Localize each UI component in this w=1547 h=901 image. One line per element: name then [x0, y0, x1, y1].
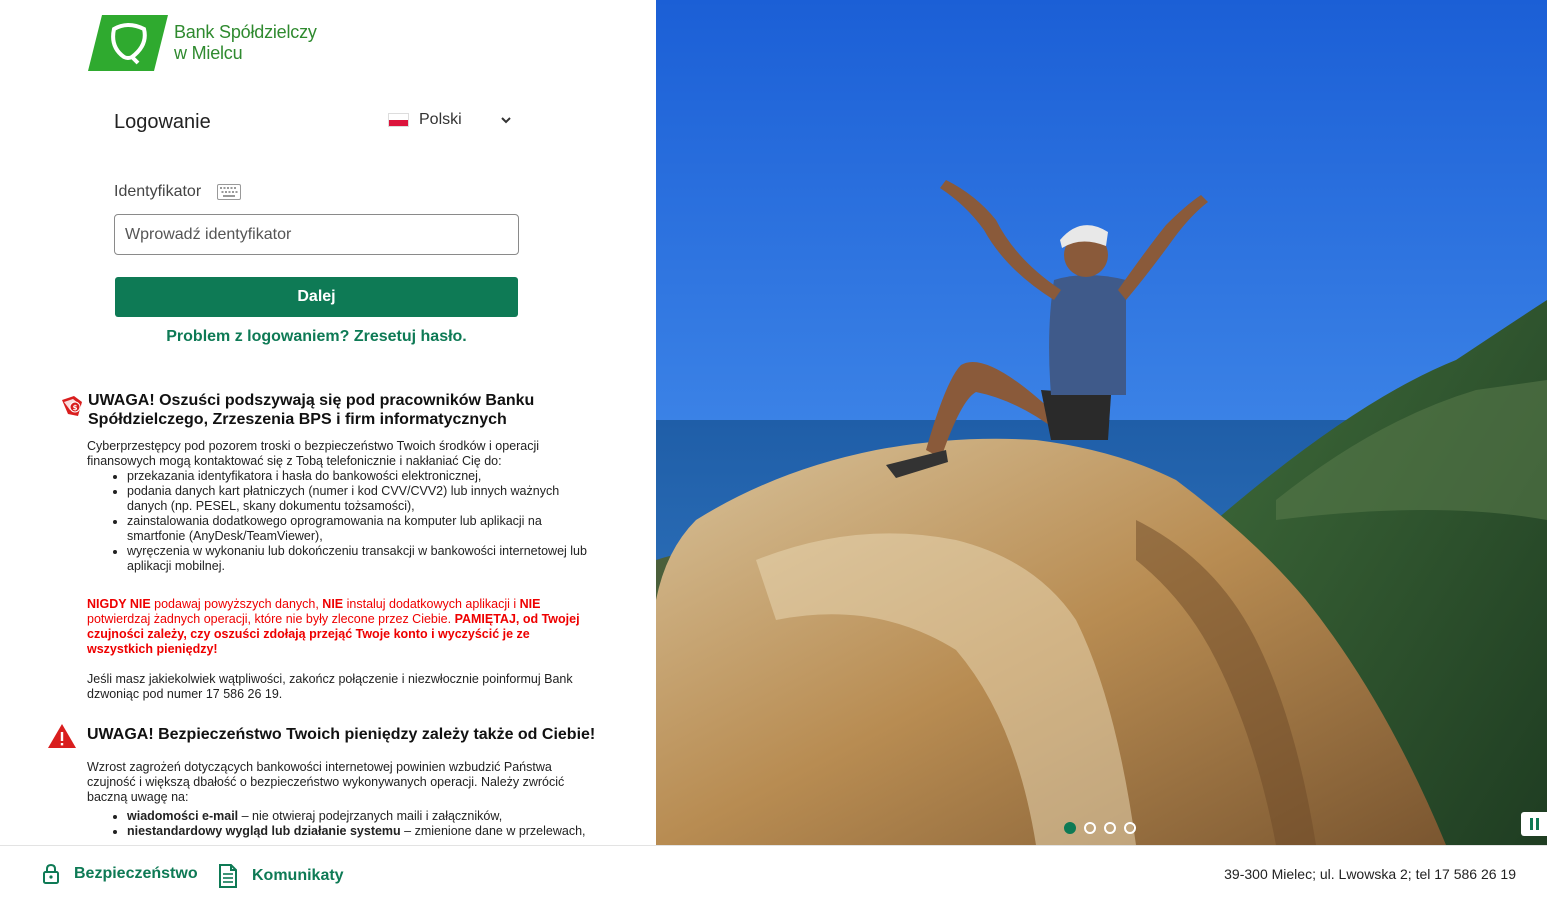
security-warning-body	[87, 760, 587, 839]
fraud-warning-list	[127, 469, 587, 574]
footer-messages-link[interactable]	[218, 864, 344, 888]
fraud-warning-intro: Cyberprzestępcy pod pozorem troski o bezpieczeństwo Twoich środków i operacji finansowych mogą kontaktować się z Tobą telefonicznie i nakłaniać Cię do:	[87, 439, 540, 468]
list-item: • zainstalowania dodatkowego oprogramowania na komputer lub aplikacji na smartfonie (AnyDesk/TeamViewer),	[127, 514, 587, 544]
list-item: • przekazania identyfikatora i hasła do bankowości elektronicznej,	[127, 469, 587, 484]
warning-triangle-icon	[47, 723, 77, 749]
carousel-pause-button[interactable]	[1521, 812, 1547, 836]
reset-password-link[interactable]: Problem z logowaniem? Zresetuj hasło.	[166, 328, 467, 345]
fraud-warning-contact: Jeśli masz jakiekolwiek wątpliwości, zakończ połączenie i niezwłocznie poinformuj Bank dzwoniąc pod numer 17 586 26 19.	[87, 672, 573, 701]
bank-name-line2: w Mielcu	[174, 43, 243, 63]
carousel-dot-1[interactable]	[1064, 822, 1076, 834]
carousel-dot-2[interactable]	[1084, 822, 1096, 834]
security-warning-intro: Wzrost zagrożeń dotyczących bankowości internetowej powinien wzbudzić Państwa czujność i większą dbałość o bezpieczeństwo wykonywanych operacji. Należy zwrócić baczną uwagę na:	[87, 760, 565, 804]
virtual-keyboard-icon[interactable]	[217, 184, 241, 200]
list-item	[127, 824, 587, 839]
bank-name	[174, 22, 317, 64]
pause-icon	[1530, 818, 1533, 830]
login-panel	[0, 0, 656, 845]
bank-logo-icon	[88, 15, 168, 71]
fraud-warning-alert	[87, 597, 592, 657]
security-warning-title: UWAGA! Bezpieczeństwo Twoich pieniędzy zależy także od Ciebie!	[87, 726, 596, 743]
alert-never: NIGDY NIE	[87, 597, 151, 611]
list-item-text: – zmienione dane w przelewach,	[400, 824, 586, 838]
list-item: • wyręczenia w wykonaniu lub dokończeniu transakcji w bankowości internetowej lub aplikacji mobilnej.	[127, 544, 587, 574]
fraud-warning-body	[87, 439, 587, 574]
pause-icon	[1536, 818, 1539, 830]
alert-text: podawaj powyższych danych,	[150, 597, 323, 611]
list-item-bold: wiadomości e-mail	[127, 809, 239, 823]
footer-messages-label: Komunikaty	[252, 867, 344, 884]
alert-no-1: NIE	[322, 597, 344, 611]
identifier-input[interactable]	[114, 214, 519, 255]
alert-remember: PAMIĘTAJ, od Twojej czujności zależy, czy oszuści zdołają przejąć Twoje konto i wyczyścić je ze wszystkich pieniędzy!	[87, 612, 580, 656]
hero-image	[656, 0, 1547, 845]
bank-address: 39-300 Mielec; ul. Lwowska 2; tel 17 586 26 19	[1224, 866, 1516, 882]
alert-text: instaluj dodatkowych aplikacji i	[343, 597, 520, 611]
list-item-text: – nie otwieraj podejrzanych maili i załączników,	[238, 809, 503, 823]
identifier-label-row	[114, 183, 241, 201]
lock-icon	[42, 864, 60, 884]
svg-text:$: $	[72, 404, 78, 412]
carousel-dot-4[interactable]	[1124, 822, 1136, 834]
language-label: Polski	[419, 111, 462, 128]
list-item	[127, 809, 587, 824]
identifier-label: Identyfikator	[114, 183, 202, 200]
document-icon	[218, 864, 238, 888]
footer-security-label: Bezpieczeństwo	[74, 865, 198, 882]
list-item-bold: niestandardowy wygląd lub działanie systemu	[127, 824, 401, 838]
list-item: • podania danych kart płatniczych (numer i kod CVV/CVV2) lub innych ważnych danych (np. PESEL, skany dokumentu tożsamości),	[127, 484, 587, 514]
chevron-down-icon	[500, 114, 512, 126]
poland-flag-icon	[388, 113, 409, 127]
carousel-dots	[1064, 822, 1144, 834]
fraud-warning-title: UWAGA! Oszuści podszywają się pod pracowników Banku Spółdzielczego, Zrzeszenia BPS i firm informatycznych	[88, 392, 535, 428]
bank-logo[interactable]	[88, 15, 317, 71]
next-button[interactable]: Dalej	[115, 277, 518, 317]
security-warning-list	[127, 809, 587, 839]
carousel-dot-3[interactable]	[1104, 822, 1116, 834]
page-title: Logowanie	[114, 111, 211, 133]
bank-name-line1: Bank Spółdzielczy	[174, 22, 317, 42]
footer	[0, 845, 1547, 901]
footer-security-link[interactable]	[42, 864, 198, 884]
alert-no-2: NIE	[519, 597, 541, 611]
fraud-warning-icon	[60, 394, 84, 418]
alert-text: potwierdzaj żadnych operacji, które nie były zlecone przez Ciebie.	[87, 612, 455, 626]
language-select[interactable]	[388, 111, 512, 129]
